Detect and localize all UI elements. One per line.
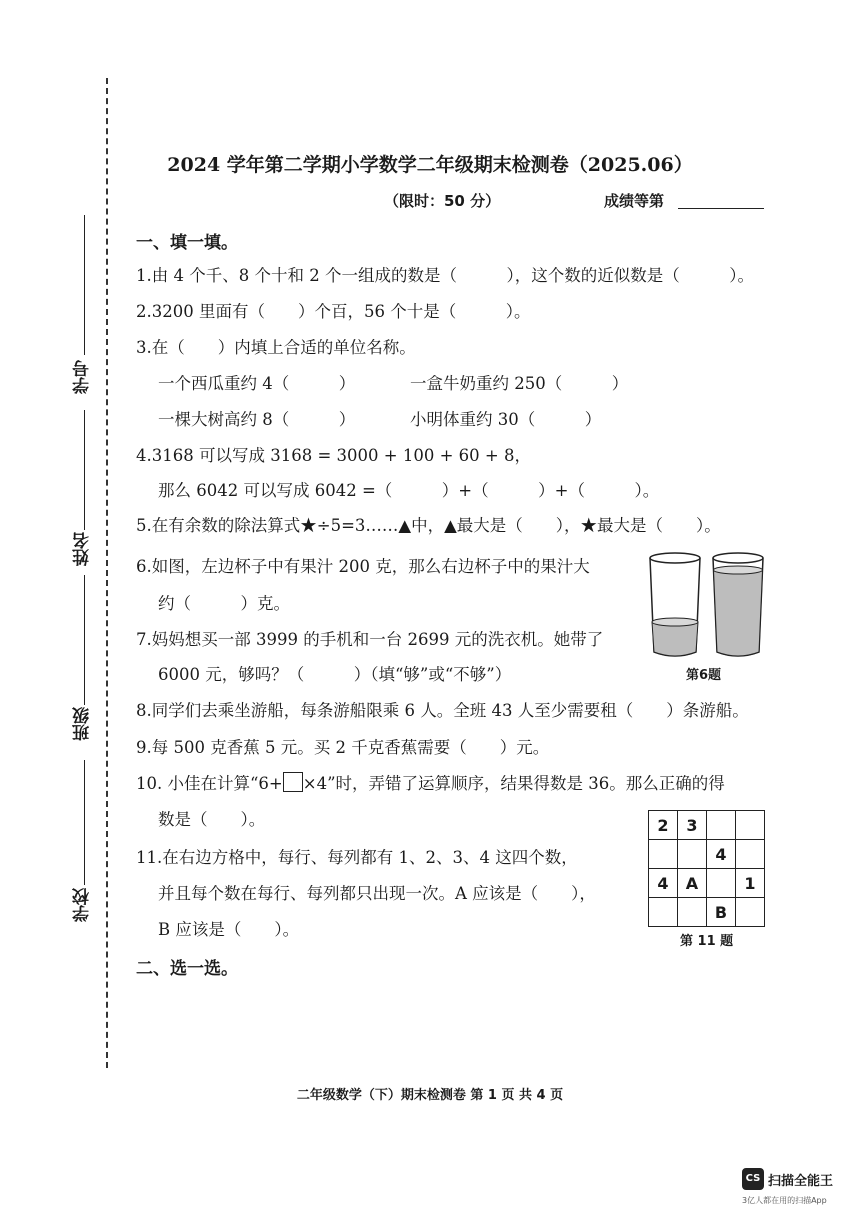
grid-cell: 2	[649, 811, 678, 840]
blank-square-box	[283, 772, 303, 792]
grid-cell	[736, 898, 765, 927]
grid-cell: A	[678, 869, 707, 898]
class-label: 班级	[73, 707, 93, 741]
question-2: 2.3200 里面有（ ）个百，56 个十是（ ）。	[136, 302, 531, 321]
question-7: 7.妈妈想买一部 3999 的手机和一台 2699 元的洗衣机。她带了	[136, 630, 604, 649]
figure-6-caption: 第6题	[686, 668, 722, 683]
grid-cell	[707, 869, 736, 898]
question-8: 8.同学们去乘坐游船，每条游船限乘 6 人。全班 43 人至少需要租（ ）条游船。	[136, 701, 749, 720]
question-10-prefix: 10. 小佳在计算“6+	[136, 774, 283, 793]
grid-cell	[649, 898, 678, 927]
grid-cell	[649, 840, 678, 869]
question-10	[136, 770, 725, 794]
page-footer: 二年级数学（下）期末检测卷 第 1 页 共 4 页	[296, 1088, 564, 1103]
binding-dashed-line	[106, 78, 108, 1068]
question-9: 9.每 500 克香蕉 5 元。买 2 千克香蕉需要（ ）元。	[136, 738, 550, 757]
number-grid	[648, 810, 765, 927]
name-label: 姓名	[73, 532, 93, 566]
section-1-title: 一、填一填。	[136, 233, 238, 253]
question-3-d: 小明体重约 30（ ）	[410, 410, 602, 429]
question-3-b: 一盒牛奶重约 250（ ）	[410, 374, 629, 393]
time-limit: （限时：50 分）	[384, 192, 501, 210]
question-11: 11.在右边方格中，每行、每列都有 1、2、3、4 这四个数，	[136, 848, 578, 867]
school-label: 学校	[73, 888, 93, 922]
section-2-title: 二、选一选。	[136, 959, 238, 979]
grid-cell: B	[707, 898, 736, 927]
grid-cell	[736, 840, 765, 869]
grid-cell	[678, 840, 707, 869]
scanner-app-name: 扫描全能王	[768, 1174, 834, 1189]
grid-cell	[736, 811, 765, 840]
score-blank[interactable]	[678, 208, 764, 209]
question-10-suffix: ×4”时，弄错了运算顺序，结果得数是 36。那么正确的得	[302, 774, 725, 793]
question-11-b: 并且每个数在每行、每列都只出现一次。A 应该是（ ），	[158, 884, 596, 903]
question-10-b: 数是（ ）。	[158, 810, 266, 829]
question-3-c: 一棵大树高约 8（ ）	[158, 410, 356, 429]
grid-cell: 4	[649, 869, 678, 898]
grid-cell: 4	[707, 840, 736, 869]
question-4: 4.3168 可以写成 3168 = 3000 + 100 + 60 + 8，	[136, 446, 531, 465]
student-no-label: 学号	[73, 360, 93, 394]
question-1: 1.由 4 个千、8 个十和 2 个一组成的数是（ ），这个数的近似数是（ ）。	[136, 266, 754, 285]
page-title: 2024 学年第二学期小学数学二年级期末检测卷（2025.06）	[167, 154, 693, 176]
grid-cell	[707, 811, 736, 840]
question-3: 3.在（ ）内填上合适的单位名称。	[136, 338, 416, 357]
juice-cups-figure	[645, 550, 775, 665]
question-11-c: B 应该是（ ）。	[158, 920, 300, 939]
question-4-b: 那么 6042 可以写成 6042 =（ ）+（ ）+（ ）。	[158, 481, 660, 500]
question-3-a: 一个西瓜重约 4（ ）	[158, 374, 356, 393]
grid-cell: 3	[678, 811, 707, 840]
class-rule	[84, 575, 85, 705]
score-label: 成绩等第	[604, 192, 665, 210]
school-rule	[84, 760, 85, 885]
scanner-tagline: 3亿人都在用的扫描App	[742, 1196, 827, 1205]
grid-cell	[678, 898, 707, 927]
student-no-rule	[84, 215, 85, 355]
left-cup	[650, 553, 700, 656]
question-5: 5.在有余数的除法算式★÷5=3……▲中，▲最大是（ ），★最大是（ ）。	[136, 516, 721, 535]
right-cup	[713, 553, 763, 656]
name-rule	[84, 410, 85, 530]
question-6-b: 约（ ）克。	[158, 594, 290, 613]
scanner-logo-icon: CS	[742, 1168, 764, 1190]
grid-cell: 1	[736, 869, 765, 898]
figure-11-caption: 第 11 题	[680, 934, 734, 949]
question-7-b: 6000 元，够吗？（ ）（填“够”或“不够”）	[158, 665, 512, 684]
question-6: 6.如图，左边杯子中有果汁 200 克，那么右边杯子中的果汁大	[136, 557, 590, 576]
